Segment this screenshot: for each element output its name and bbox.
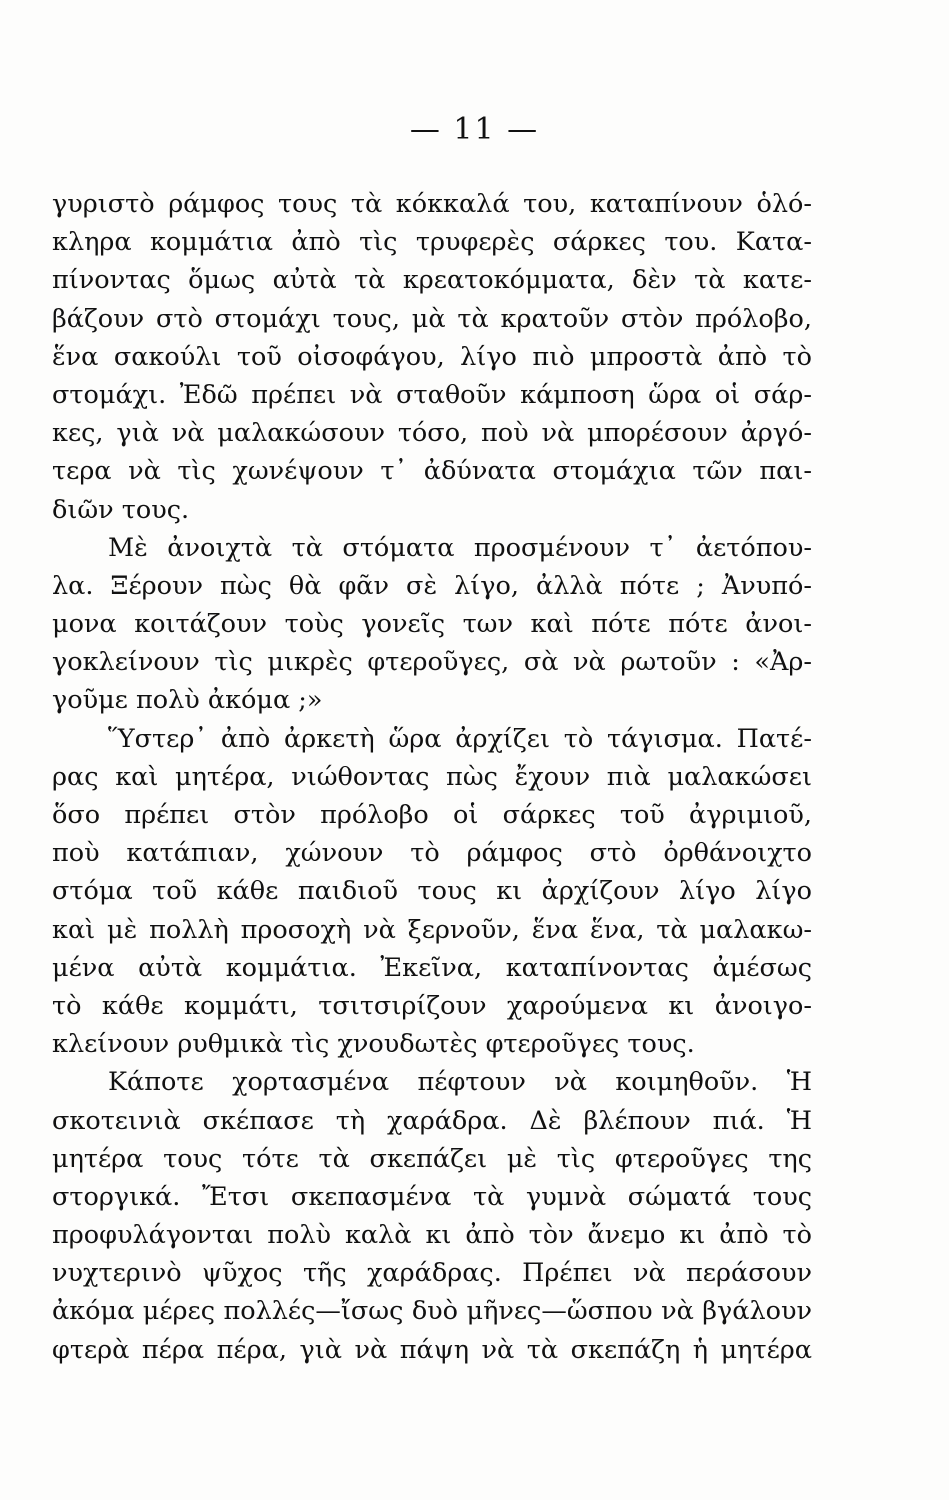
text-line: πίνοντας ὅμως αὐτὰ τὰ κρεατοκόμματα, δὲν τὰ κατε-	[52, 265, 812, 296]
text-line: γοῦμε πολὺ ἀκόμα ;»	[52, 685, 323, 716]
text-line: κες, γιὰ νὰ μαλακώσουν τόσο, ποὺ νὰ μπορέσουν ἀργό-	[52, 418, 812, 449]
text-line: τερα νὰ τὶς χωνέψουν τ᾽ ἀδύνατα στομάχια τῶν παι-	[52, 456, 812, 487]
text-line: γυριστὸ ράμφος τους τὰ κόκκαλά του, καταπίνουν ὁλό-	[52, 189, 812, 219]
text-line: ποὺ κατάπιαν, χώνουν τὸ ράμφος στὸ ὀρθάνοιχτο	[52, 838, 812, 869]
text-line: μένα αὐτὰ κομμάτια. Ἐκεῖνα, καταπίνοντας ἀμέσως	[52, 952, 812, 983]
text-line: ὅσο πρέπει στὸν πρόλοβο οἱ σάρκες τοῦ ἀγριμιοῦ,	[52, 800, 812, 830]
text-line: βάζουν στὸ στομάχι τους, μὰ τὰ κρατοῦν στὸν πρόλοβο,	[52, 303, 812, 334]
text-line: λα. Ξέρουν πὼς θὰ φᾶν σὲ λίγο, ἀλλὰ πότε ; Ἀνυπό-	[52, 570, 812, 601]
text-line: διῶν τους.	[52, 494, 190, 525]
text-line: μητέρα τους τότε τὰ σκεπάζει μὲ τὶς φτεροῦγες της	[52, 1143, 812, 1174]
text-line: νυχτερινὸ ψῦχος τῆς χαράδρας. Πρέπει νὰ περάσουν	[52, 1258, 812, 1289]
text-line: καὶ μὲ πολλὴ προσοχὴ νὰ ξερνοῦν, ἕνα ἕνα, τὰ μαλακω-	[52, 914, 812, 945]
text-line: ρας καὶ μητέρα, νιώθοντας πὼς ἔχουν πιὰ μαλακώσει	[52, 761, 812, 792]
text-line: μονα κοιτάζουν τοὺς γονεῖς των καὶ πότε πότε ἀνοι-	[52, 609, 812, 640]
text-line: κλείνουν ρυθμικὰ τὶς χνουδωτὲς φτεροῦγες τους.	[52, 1029, 695, 1060]
text-line: κληρα κομμάτια ἀπὸ τὶς τρυφερὲς σάρκες του. Κατα-	[52, 227, 812, 258]
text-line: Κάποτε χορτασμένα πέφτουν νὰ κοιμηθοῦν. Ἡ	[108, 1067, 812, 1098]
text-line: τὸ κάθε κομμάτι, τσιτσιρίζουν χαρούμενα κι ἀνοιγο-	[52, 990, 812, 1021]
text-line: ἕνα σακούλι τοῦ οἰσοφάγου, λίγο πιὸ μπροστὰ ἀπὸ τὸ	[52, 341, 812, 372]
text-line: Μὲ ἀνοιχτὰ τὰ στόματα προσμένουν τ᾽ ἀετόπου-	[108, 532, 812, 563]
text-line: σκοτεινιὰ σκέπασε τὴ χαράδρα. Δὲ βλέπουν πιά. Ἡ	[52, 1105, 812, 1136]
text-line: προφυλάγονται πολὺ καλὰ κι ἀπὸ τὸν ἄνεμο κι ἀπὸ τὸ	[52, 1220, 812, 1251]
text-line: φτερὰ πέρα πέρα, γιὰ νὰ πάψη νὰ τὰ σκεπάζη ἡ μητέρα	[52, 1334, 812, 1365]
text-line: Ὕστερ᾽ ἀπὸ ἀρκετὴ ὥρα ἀρχίζει τὸ τάγισμα. Πατέ-	[108, 723, 812, 754]
text-line: στοργικά. Ἔτσι σκεπασμένα τὰ γυμνὰ σώματά τους	[52, 1181, 812, 1212]
text-line: ἀκόμα μέρες πολλές—ἴσως δυὸ μῆνες—ὥσπου νὰ βγάλουν	[52, 1296, 812, 1327]
page-number: — 11 —	[409, 112, 540, 147]
text-line: στόμα τοῦ κάθε παιδιοῦ τους κι ἀρχίζουν λίγο λίγο	[52, 876, 812, 907]
body-text	[52, 185, 812, 1369]
text-line: γοκλείνουν τὶς μικρὲς φτεροῦγες, σὰ νὰ ρωτοῦν : «Ἀρ-	[52, 647, 812, 678]
text-line: στομάχι. Ἐδῶ πρέπει νὰ σταθοῦν κάμποση ὥρα οἱ σάρ-	[52, 379, 812, 410]
